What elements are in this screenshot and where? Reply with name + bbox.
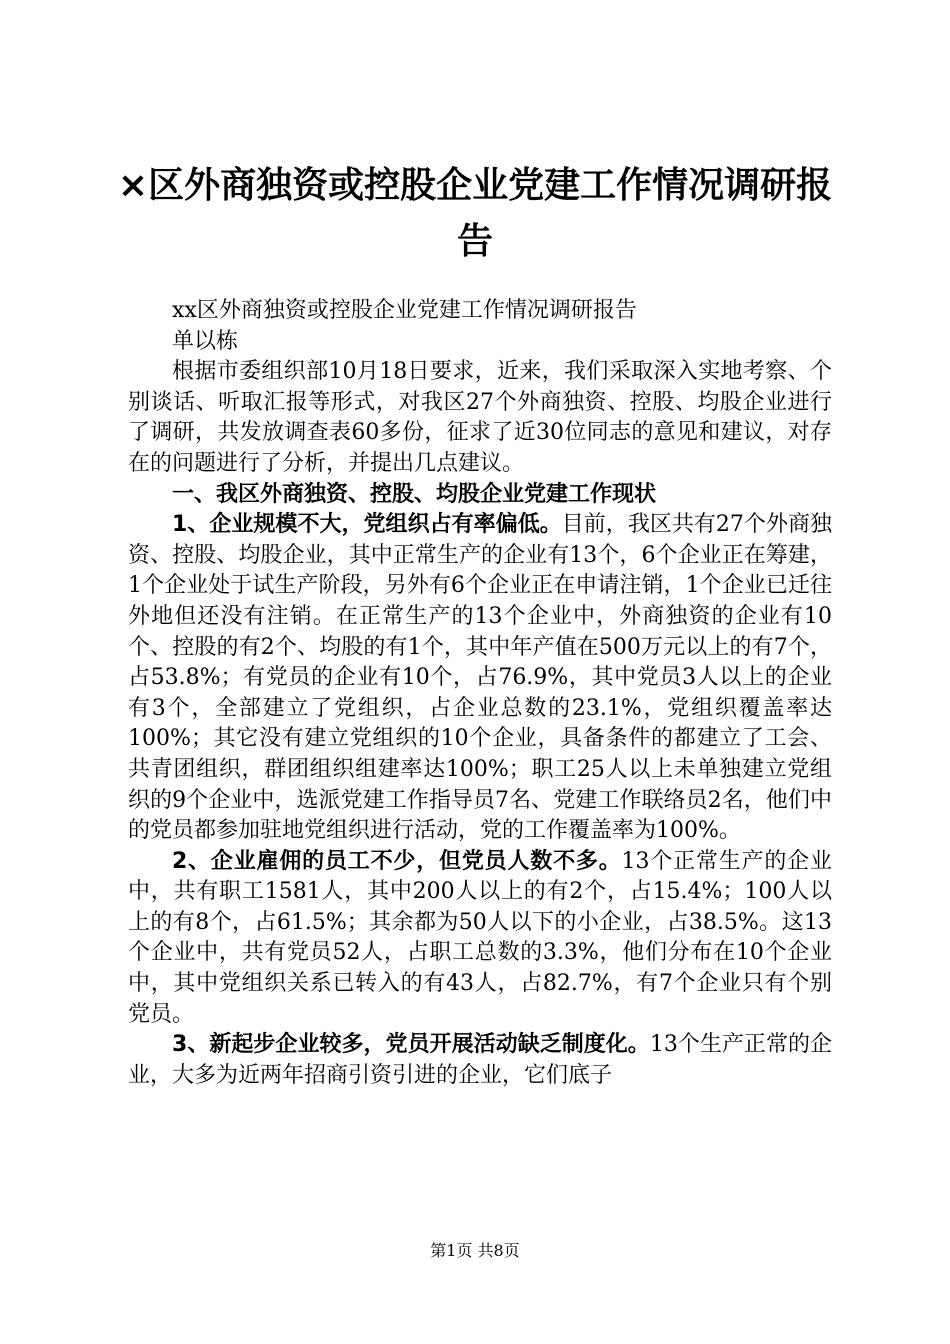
paragraph-3-text: 13个生产正常的企业，大多为近两年招商引资引进的企业，它们底子	[128, 1032, 833, 1088]
paragraph-2-lead: 2、企业雇佣的员工不少，但党员人数不多。	[172, 848, 622, 874]
paragraph-3-lead: 3、新起步企业较多，党员开展活动缺乏制度化。	[172, 1032, 650, 1058]
document-title: ×区外商独资或控股企业党建工作情况调研报告	[117, 165, 833, 262]
subtitle-line: xx区外商独资或控股企业党建工作情况调研报告	[172, 298, 637, 323]
paragraph-1	[128, 510, 832, 847]
intro-paragraph: 根据市委组织部10月18日要求，近来，我们采取深入实地考察、个别谈话、听取汇报等形式，对我区27个外商独资、控股、均股企业进行了调研，共发放调查表60多份，征求了近30位同志的意见和建议，对存在的问题进行了分析，并提出几点建议。	[128, 359, 832, 476]
paragraph-2-text: 13个正常生产的企业中，共有职工1581人，其中200人以上的有2个，占15.4%；100人以上的有8个，占61.5%；其余都为50人以下的小企业，占38.5%。这13个企业中，共有党员52人，占职工总数的3.3%，他们分布在10个企业中，其中党组织关系已转入的有43人，占82.7%，有7个企业只有个别党员。	[128, 848, 832, 1027]
section-heading-1: 一、我区外商独资、控股、均股企业党建工作现状	[172, 481, 657, 507]
document-body	[128, 296, 832, 1091]
paragraph-3	[128, 1030, 832, 1091]
page-number-footer: 第1页 共8页	[430, 1241, 520, 1260]
paragraph-2	[128, 847, 832, 1031]
paragraph-1-text: 目前，我区共有27个外商独资、控股、均股企业，其中正常生产的企业有13个，6个企业正在筹建，1个企业处于试生产阶段，另外有6个企业正在申请注销，1个企业已迁往外地但还没有注销。在正常生产的13个企业中，外商独资的企业有10个、控股的有2个、均股的有1个，其中年产值在500万元以上的有7个，占53.8%；有党员的企业有10个，占76.9%，其中党员3人以上的企业有3个，全部建立了党组织，占企业总数的23.1%，党组织覆盖率达100%；其它没有建立党组织的10个企业，具备条件的都建立了工会、共青团组织，群团组织组建率达100%；职工25人以上未单独建立党组织的9个企业中，选派党建工作指导员7名、党建工作联络员2名，他们中的党员都参加驻地党组织进行活动，党的工作覆盖率为100%。	[128, 512, 833, 844]
author-line: 单以栋	[172, 328, 239, 354]
paragraph-1-lead: 1、企业规模不大，党组织占有率偏低。	[172, 512, 562, 538]
